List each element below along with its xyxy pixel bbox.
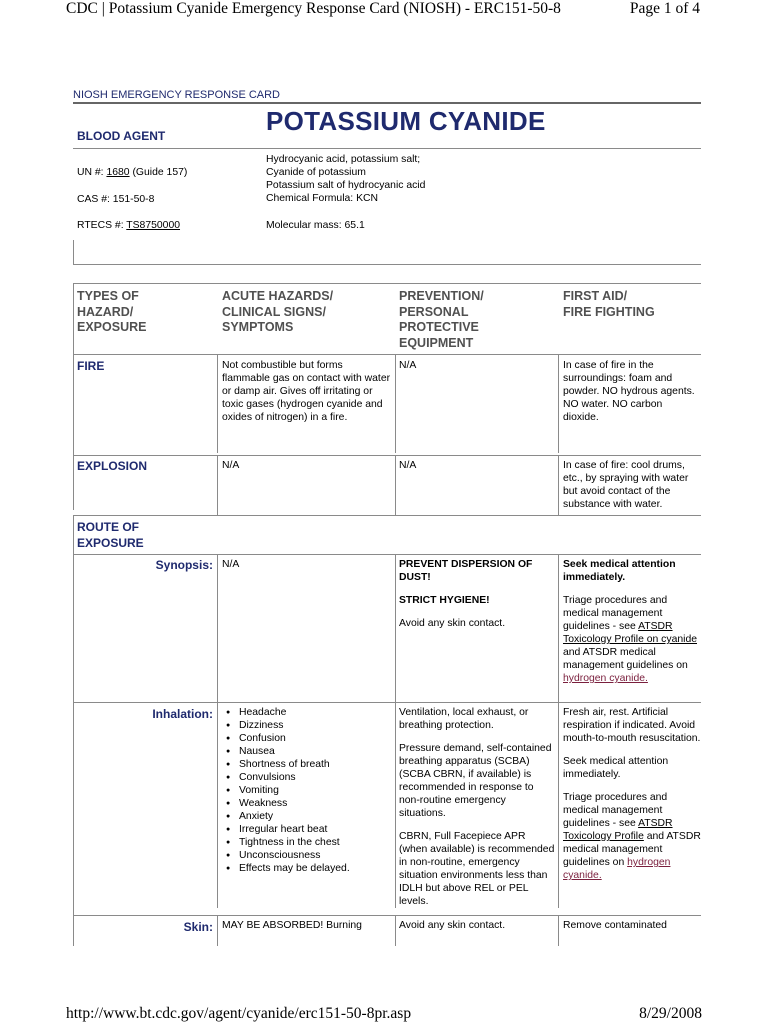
explosion-firstaid: In case of fire: cool drums, etc., by spraying with water but avoid contact of the substance with water.: [563, 460, 689, 510]
symptom-item: ● Shortness of breath: [222, 758, 392, 771]
rtecs-number: RTECS #: TS8750000: [77, 220, 181, 231]
print-page-number: Page 1 of 4: [629, 0, 700, 17]
row-label-fire: FIRE: [77, 359, 105, 373]
cell-border: [217, 554, 218, 702]
symptom-item: ● Anxiety: [222, 810, 392, 823]
synonym: Hydrocyanic acid, potassium salt;: [266, 154, 421, 165]
frame-line: [73, 240, 74, 264]
synopsis-acute: N/A: [222, 559, 240, 570]
un-number: UN #: 1680 (Guide 157): [77, 167, 188, 178]
hydrogen-cyanide-link[interactable]: hydrogen cyanide.: [563, 673, 648, 684]
frame-line: [73, 283, 701, 284]
row-rule: [73, 455, 701, 456]
cell-border: [558, 915, 559, 946]
fire-acute: Not combustible but forms flammable gas on contact with water or damp air. Gives off irritating or toxic gases (hydrogen cyanide and oxides of nitrogen) in a fire.: [222, 360, 391, 423]
cell-border: [558, 354, 559, 453]
row-rule: [73, 515, 701, 516]
symptom-item: ● Effects may be delayed.: [222, 862, 392, 875]
inhalation-firstaid: Fresh air, rest. Artificial respiration if indicated. Avoid mouth-to-mouth resuscitation. Seek medical attention immediately. Triage procedures and medical management guidelines - see ATSDR Toxicology Profile and ATSDR medical management guidelines on hydrogen cyanide.: [563, 707, 701, 881]
synonym: Potassium salt of hydrocyanic acid: [266, 180, 426, 191]
symptom-item: ● Irregular heart beat: [222, 823, 392, 836]
column-header-prevention: PREVENTION/ PERSONAL PROTECTIVE EQUIPMENT: [399, 289, 484, 350]
row-rule: [73, 915, 701, 916]
route-label-synopsis: Synopsis:: [155, 558, 213, 572]
atsdr-profile-link[interactable]: ATSDR Toxicology Profile on cyanide: [563, 621, 697, 645]
cell-border: [558, 455, 559, 515]
cell-border: [217, 702, 218, 908]
cell-border: [395, 554, 396, 702]
print-footer-date: 8/29/2008: [639, 1005, 702, 1022]
cell-border: [217, 455, 218, 515]
cell-border: [217, 354, 218, 453]
synonym: Cyanide of potassium: [266, 167, 366, 178]
synopsis-prevention: PREVENT DISPERSION OF DUST! STRICT HYGIENE! Avoid any skin contact.: [399, 559, 533, 629]
un-number-link[interactable]: 1680: [106, 167, 130, 178]
cell-border: [558, 702, 559, 908]
atsdr-profile-link[interactable]: ATSDR Toxicology Profile: [563, 818, 673, 842]
route-of-exposure-heading: ROUTE OF EXPOSURE: [77, 520, 144, 550]
column-header-firstaid: FIRST AID/ FIRE FIGHTING: [563, 289, 655, 319]
symptom-item: ● Convulsions: [222, 771, 392, 784]
row-rule: [73, 354, 701, 355]
symptom-item: ● Confusion: [222, 732, 392, 745]
frame-line: [73, 554, 74, 946]
rtecs-link[interactable]: TS8750000: [126, 220, 181, 231]
frame-line: [73, 515, 74, 555]
cell-border: [395, 702, 396, 908]
fire-firstaid: In case of fire in the surroundings: foam and powder. NO hydrous agents. NO water. NO carbon dioxide.: [563, 360, 695, 423]
cas-number: CAS #: 151-50-8: [77, 194, 155, 205]
cell-border: [558, 554, 559, 702]
row-rule: [73, 554, 701, 555]
symptom-item: ● Vomiting: [222, 784, 392, 797]
inhalation-prevention: Ventilation, local exhaust, or breathing protection. Pressure demand, self-contained breathing apparatus (SCBA) (SCBA CBRN, if available) is recommended in response to non-routine emergency situations. CBRN, Full Facepiece APR (when available) is recommended in non-routine, emergency situation environments less than IDLH but above REL or PEL levels.: [399, 707, 555, 907]
route-label-skin: Skin:: [183, 920, 213, 934]
molecular-mass: Molecular mass: 65.1: [266, 220, 365, 231]
card-tag: NIOSH EMERGENCY RESPONSE CARD: [73, 89, 281, 101]
hydrogen-cyanide-link[interactable]: hydrogen cyanide.: [563, 857, 671, 881]
print-footer-url: http://www.bt.cdc.gov/agent/cyanide/erc151-50-8pr.asp: [66, 1005, 412, 1022]
skin-acute: MAY BE ABSORBED! Burning: [222, 920, 362, 931]
route-label-inhalation: Inhalation:: [152, 707, 213, 721]
chemical-formula: Chemical Formula: KCN: [266, 193, 379, 204]
cell-border: [217, 915, 218, 946]
frame-line: [73, 283, 74, 510]
synopsis-firstaid: Seek medical attention immediately. Triage procedures and medical management guidelines - see ATSDR Toxicology Profile on cyanide and ATSDR medical management guidelines on hydrogen cyanide.: [563, 559, 697, 684]
fire-prevention: N/A: [399, 360, 417, 371]
header-divider: [73, 148, 701, 149]
cell-border: [395, 915, 396, 946]
print-header-title: CDC | Potassium Cyanide Emergency Response Card (NIOSH) - ERC151-50-8: [66, 0, 561, 17]
inhalation-symptoms: [222, 706, 392, 875]
title-rule: [73, 102, 701, 104]
explosion-acute: N/A: [222, 460, 240, 471]
synonyms: [266, 153, 425, 192]
symptom-item: ● Nausea: [222, 745, 392, 758]
cell-border: [395, 455, 396, 515]
page-title: POTASSIUM CYANIDE: [266, 106, 546, 136]
row-label-explosion: EXPLOSION: [77, 459, 148, 473]
explosion-prevention: N/A: [399, 460, 417, 471]
frame-line: [73, 264, 701, 265]
symptom-item: ● Headache: [222, 706, 392, 719]
symptom-item: ● Dizziness: [222, 719, 392, 732]
column-header-acute: ACUTE HAZARDS/ CLINICAL SIGNS/ SYMPTOMS: [222, 289, 334, 334]
symptom-item: ● Unconsciousness: [222, 849, 392, 862]
skin-firstaid: Remove contaminated: [563, 920, 667, 931]
column-header-types: TYPES OF HAZARD/ EXPOSURE: [77, 289, 147, 334]
symptom-item: ● Tightness in the chest: [222, 836, 392, 849]
skin-prevention: Avoid any skin contact.: [399, 920, 506, 931]
cell-border: [395, 354, 396, 453]
agent-class: BLOOD AGENT: [77, 129, 166, 143]
row-rule: [73, 702, 701, 703]
symptom-item: ● Weakness: [222, 797, 392, 810]
